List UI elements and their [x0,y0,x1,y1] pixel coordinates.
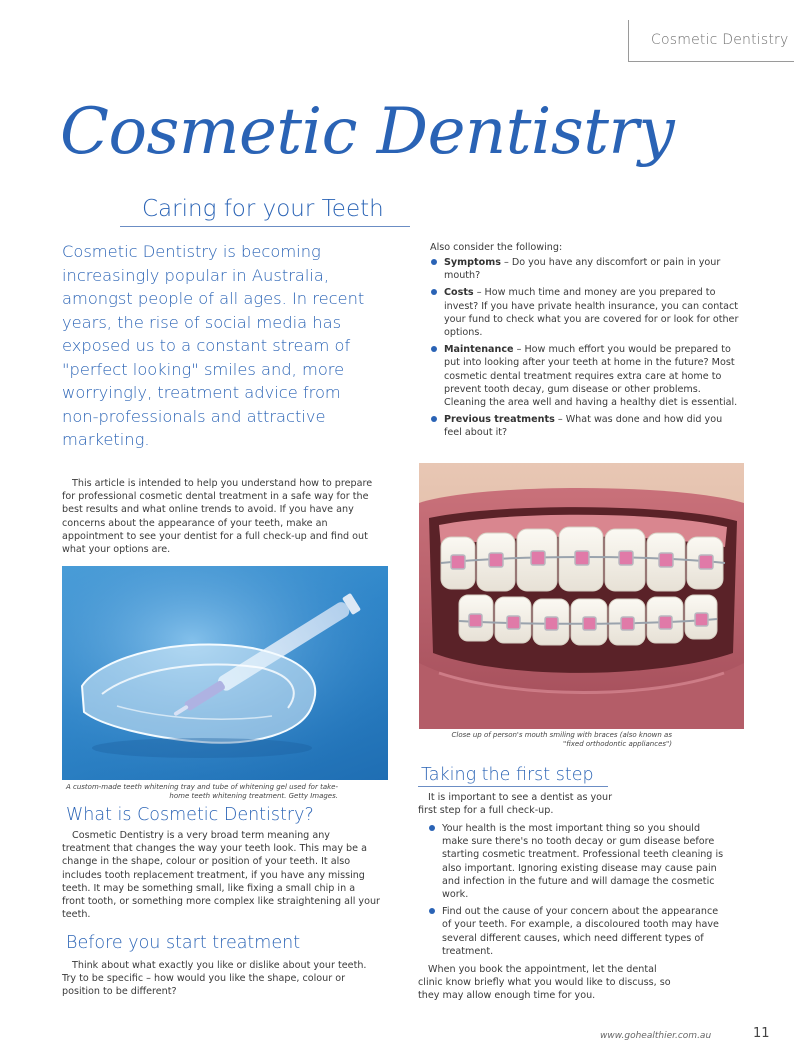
what-is-paragraph: Cosmetic Dentistry is a very broad term meaning any treatment that changes the way your teeth look. This may be a change in the shape, colour or position of your teeth. It also includes tooth replacement treatment, if you have any missing teeth. It may be something small, like fixing a small chip in a front tooth, or something more complex like straightening all your teeth. [62,830,381,921]
first-step-list [428,822,728,962]
list-item-term: Maintenance [444,344,514,356]
whitening-tray-photo [62,566,388,780]
braces-caption: Close up of person's mouth smiling with braces (also known as "fixed orthodontic appliances") [451,731,672,748]
braces-photo [419,463,744,729]
list-item-text: – What was done and how did you feel about it? [444,414,723,439]
whitening-tray-caption: A custom-made teeth whitening tray and tube of whitening gel used for take-home teeth whitening treatment. Getty Images. [65,783,338,800]
list-item [430,413,740,439]
whitening-tray-illustration [62,566,388,780]
first-step-outro: When you book the appointment, let the dental clinic know briefly what you would like to discuss, so they may allow enough time for you. [418,964,671,1002]
intro-paragraph: Cosmetic Dentistry is becoming increasingly popular in Australia, amongst people of all ages. In recent years, the rise of social media has exposed us to a constant stream of "perfect looking" smiles and, more worryingly, treatment advice from non-professionals and attractive marketing. [62,242,365,449]
section-heading-what-is: What is Cosmetic Dentistry? [66,805,314,825]
list-item-term: Costs [444,287,474,299]
list-item-text: – How much time and money are you prepared to invest? If you have private health insurance, you can contact your fund to check what you are covered for or look for other options. [444,287,739,339]
list-item-term: Previous treatments [444,414,555,426]
page-number: 11 [753,1026,770,1041]
before-paragraph: Think about what exactly you like or dislike about your teeth. Try to be specific – how would you like the shape, colour or position to be different? [62,960,367,998]
list-item: Your health is the most important thing so you should make sure there's no tooth decay or gum disease before starting cosmetic treatment. Professional teeth cleaning is also important. Ignoring existing disease may cause pain and infection in the future and will damage the cosmetic work. [428,822,728,901]
subtitle-divider [120,226,410,227]
section-heading-first-step: Taking the first step [421,765,594,785]
list-item: Find out the cause of your concern about the appearance of your teeth. For example, a discoloured tooth may have several different causes, which need different types of treatment. [428,905,728,958]
page-subtitle: Caring for your Teeth [142,196,384,222]
list-item-text: – How much effort you would be prepared to put into looking after your teeth at home in the future? Most cosmetic dental treatment requires extra care at home to prevent tooth decay, gum disease or other problems. Cleaning the area well and having a healthy diet is essential. [444,344,738,409]
section-tab-label: Cosmetic Dentistry [651,32,789,48]
consider-list [430,256,740,444]
article-intro-paragraph: This article is intended to help you understand how to prepare for professional cosmetic dental treatment in a safe way for the best results and what online trends to avoid. If you have any concerns about the appearance of your teeth, make an appointment to see your dentist for a full check-up and find out what your options are. [62,478,373,556]
consider-intro: Also consider the following: [430,242,563,253]
section-tab [628,20,794,62]
list-item [430,286,740,339]
list-item [430,343,740,409]
footer-website: www.gohealthier.com.au [600,1031,712,1041]
list-item [430,256,740,282]
section-heading-before: Before you start treatment [66,933,301,953]
list-item-term: Symptoms [444,257,501,268]
list-item-text: – Do you have any discomfort or pain in your mouth? [444,257,721,282]
first-step-intro: It is important to see a dentist as your first step for a full check-up. [418,792,613,817]
page-title: Cosmetic Dentistry [60,95,675,169]
braces-illustration [419,463,744,729]
first-step-divider [418,786,608,787]
